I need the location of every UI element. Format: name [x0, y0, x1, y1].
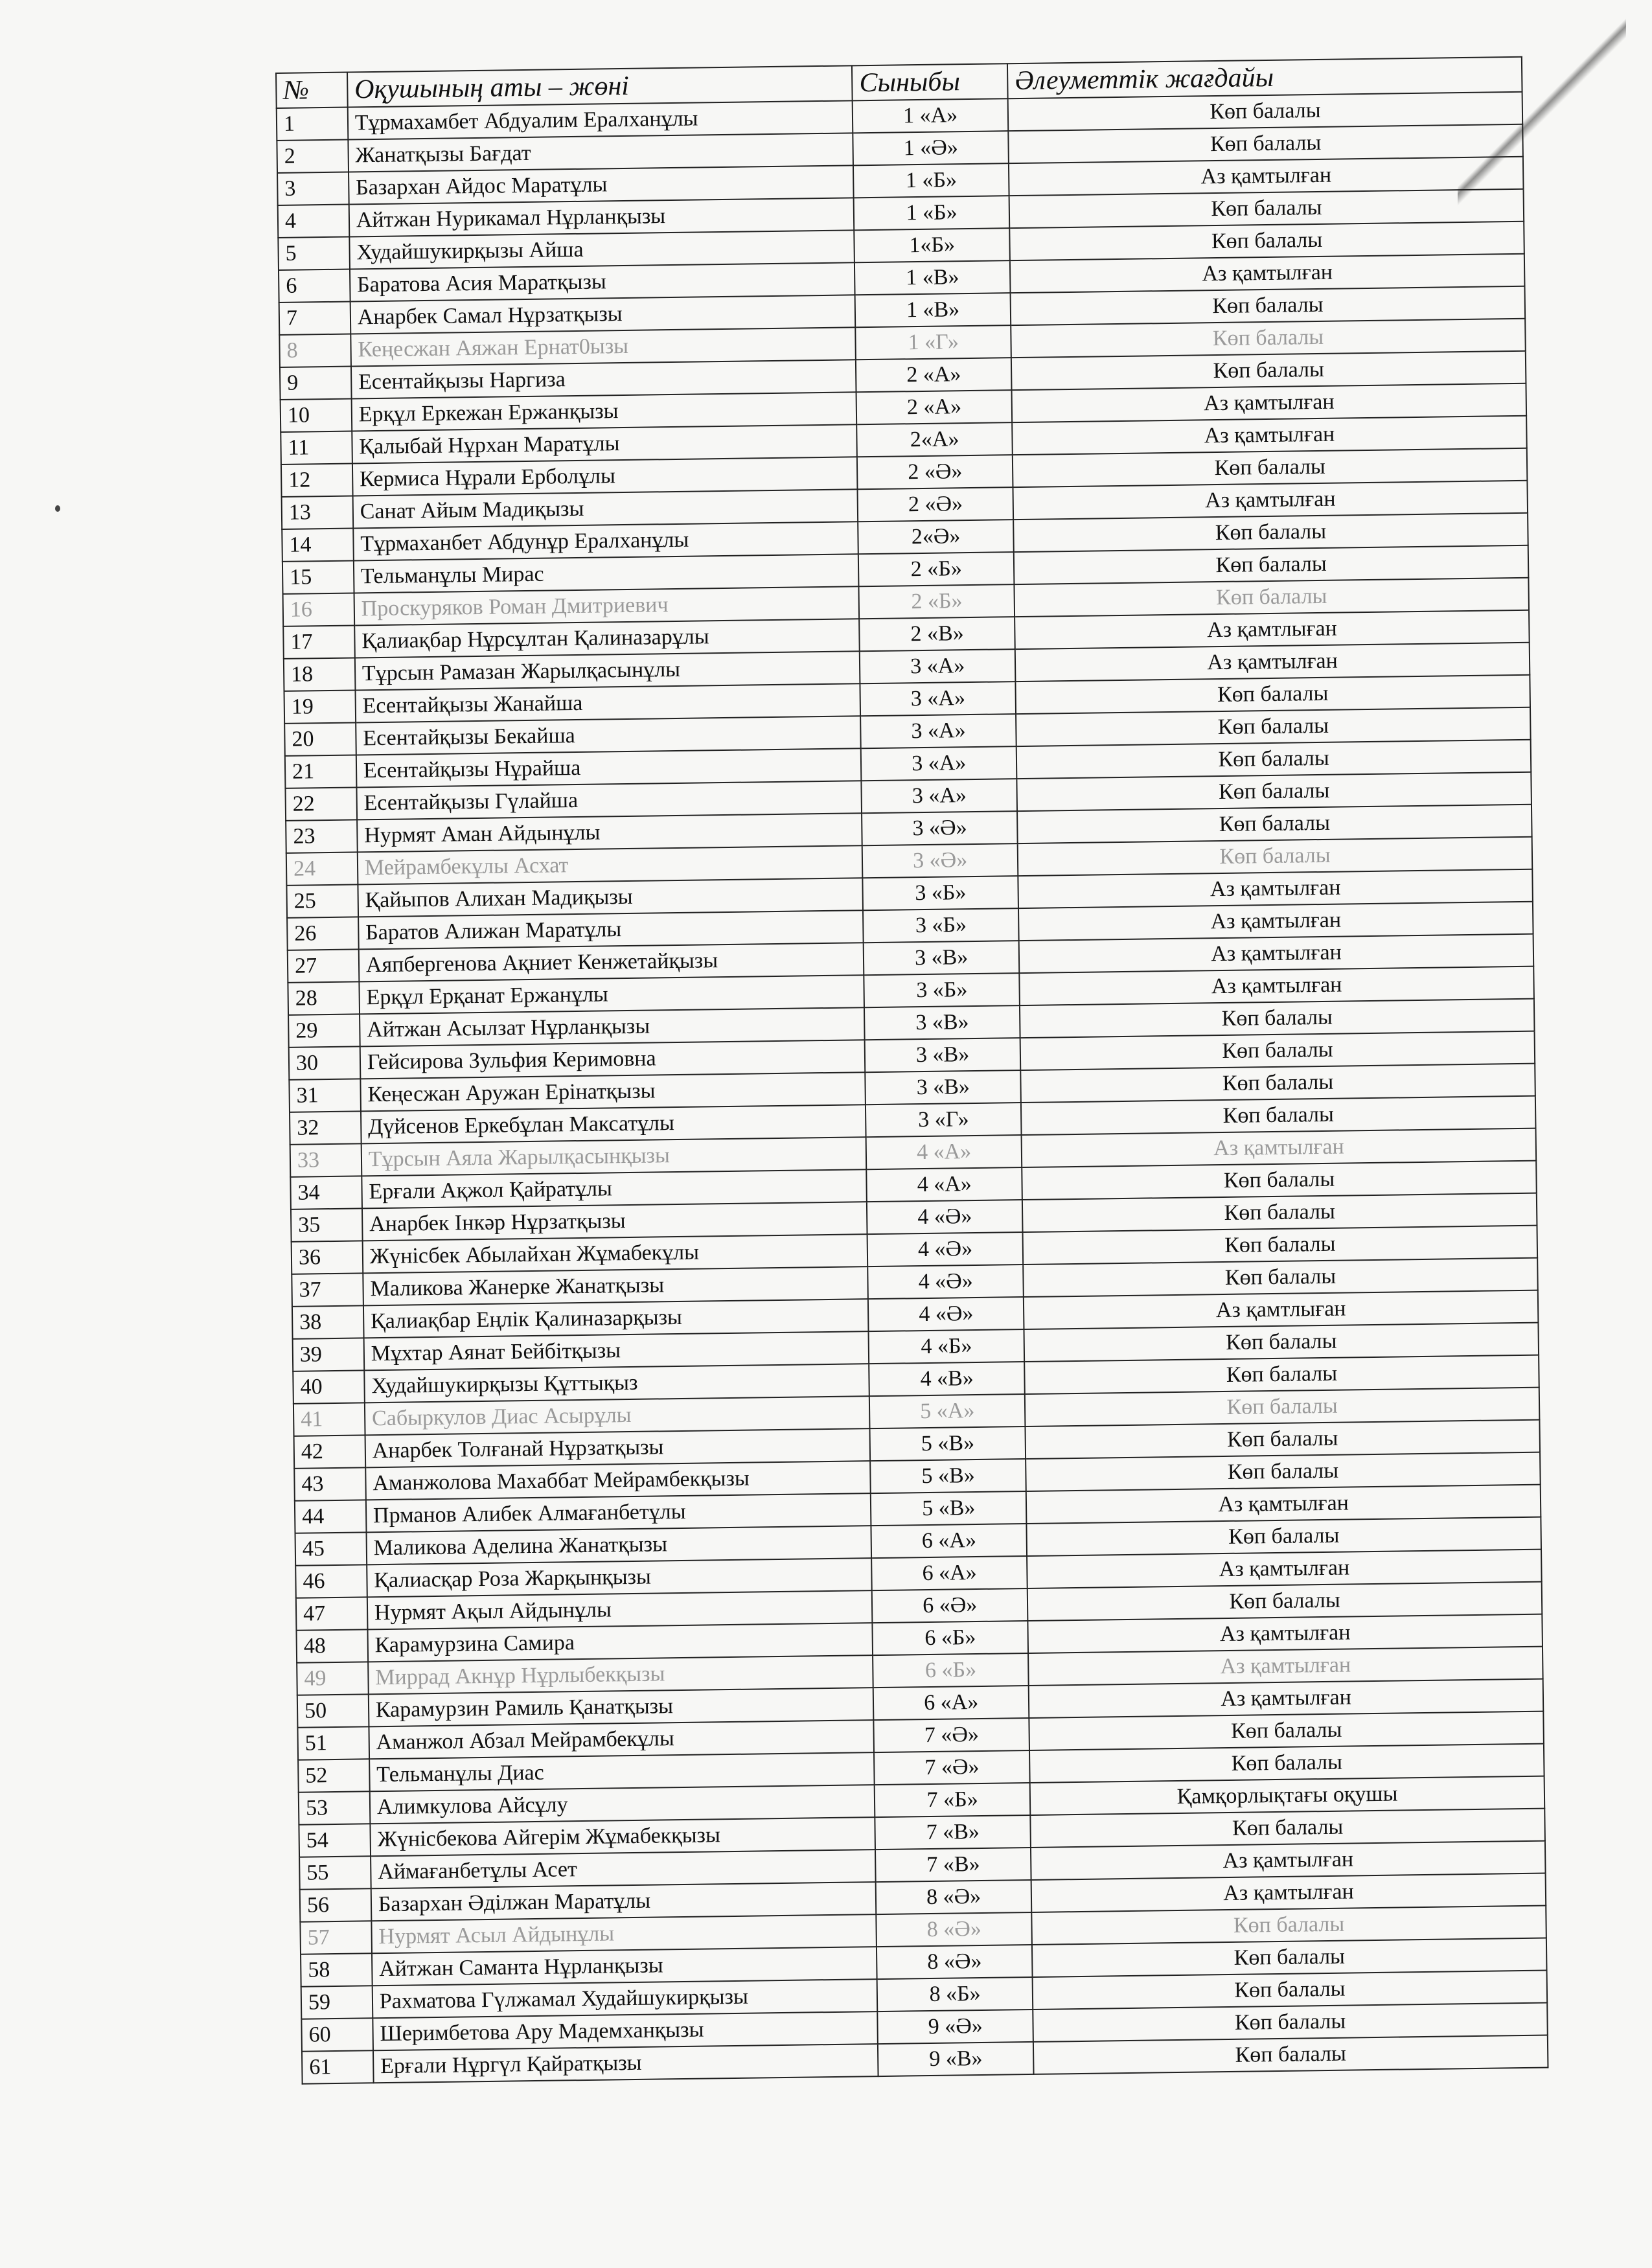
student-name: Шеримбетова Ару Мадемханқызы [373, 2011, 878, 2050]
student-name: Есентайқызы Наргиза [351, 360, 856, 398]
student-class: 8 «Ә» [877, 1912, 1032, 1947]
row-number: 21 [285, 755, 356, 788]
student-name: Қайыпов Алихан Мадиқызы [358, 878, 863, 917]
student-class: 1 «В» [855, 260, 1010, 295]
student-class: 3 «Б» [863, 908, 1018, 943]
social-status: Аз қамтылған [1022, 1128, 1536, 1167]
student-name: Рахматова Гүлжамал Худайшукирқызы [373, 1979, 878, 2018]
social-status: Көп балалы [1016, 772, 1531, 811]
row-number: 48 [296, 1629, 367, 1662]
student-name: Нурмят Аман Айдынұлы [357, 813, 862, 852]
row-number: 51 [297, 1726, 369, 1759]
student-class: 2 «В» [859, 617, 1015, 651]
row-number: 1 [277, 108, 348, 141]
social-status: Қамқорлықтағы оқушы [1030, 1776, 1544, 1815]
student-class: 6 «Б» [873, 1653, 1028, 1688]
student-name: Тұрсын Аяла Жарылқасынқызы [361, 1137, 866, 1176]
student-name: Гейсирова Зульфия Керимовна [360, 1040, 866, 1079]
table-body [277, 92, 1548, 2084]
row-number: 27 [288, 949, 359, 982]
social-status: Аз қамтылған [1029, 1679, 1543, 1718]
social-status: Көп балалы [1031, 1906, 1546, 1945]
student-class: 4 «Ә» [867, 1200, 1022, 1234]
row-number: 4 [278, 205, 349, 238]
social-status: Аз қамтлыған [1015, 610, 1529, 649]
social-status: Аз қамтылған [1013, 481, 1528, 520]
social-status: Көп балалы [1016, 707, 1530, 746]
student-name: Алимкулова Айсұлу [370, 1785, 875, 1824]
social-status: Аз қамтылған [1031, 1841, 1545, 1880]
student-class: 7 «В» [875, 1815, 1031, 1850]
row-number: 55 [299, 1856, 371, 1889]
student-name: Баратов Алижан Маратұлы [358, 910, 864, 949]
row-number: 45 [295, 1532, 367, 1565]
social-status: Көп балалы [1009, 222, 1524, 260]
student-name: Айтжан Саманта Нұрланқызы [372, 1947, 877, 1986]
social-status: Көп балалы [1016, 740, 1531, 779]
header-class: Сыныбы [852, 63, 1007, 100]
social-status: Көп балалы [1011, 351, 1526, 390]
social-status: Аз қамтлыған [1024, 1290, 1538, 1329]
social-status: Аз қамтылған [1027, 1614, 1542, 1653]
row-number: 30 [289, 1046, 360, 1079]
student-name: Худайшукирқызы Айша [349, 230, 855, 269]
student-class: 3 «А» [860, 714, 1016, 748]
social-status: Көп балалы [1024, 1323, 1539, 1362]
student-class: 9 «В» [878, 2042, 1033, 2076]
row-number: 17 [283, 625, 354, 658]
social-status: Көп балалы [1032, 1938, 1546, 1977]
row-number: 19 [284, 690, 356, 723]
student-class: 3 «А» [861, 746, 1016, 781]
social-status: Көп балалы [1026, 1420, 1540, 1459]
social-status: Аз қамтылған [1019, 967, 1533, 1005]
student-name: Есентайқызы Бекайша [356, 716, 861, 755]
student-class: 9 «Ә» [878, 2010, 1033, 2044]
social-status: Көп балалы [1023, 1226, 1537, 1265]
student-name: Маликова Жанерке Жанатқызы [363, 1266, 868, 1305]
row-number: 50 [297, 1694, 369, 1727]
student-class: 4 «Ә» [868, 1297, 1024, 1331]
student-class: 3 «В» [866, 1070, 1021, 1105]
social-status: Аз қамтылған [1019, 934, 1533, 973]
student-name: Жүнісбек Абылайхан Жұмабекұлы [362, 1234, 867, 1273]
social-status: Көп балалы [1029, 1712, 1543, 1750]
row-number: 42 [294, 1435, 365, 1468]
student-name: Айтжан Нурикамал Нұрланқызы [349, 198, 855, 236]
student-name: Нурмят Ақыл Айдынұлы [367, 1590, 873, 1629]
student-name: Сабыркулов Диас Асырұлы [365, 1396, 870, 1435]
row-number: 47 [296, 1597, 367, 1630]
social-status: Көп балалы [1014, 545, 1528, 584]
row-number: 49 [297, 1662, 368, 1695]
social-status: Көп балалы [1013, 448, 1527, 487]
student-name: Ерғали Ақжол Қайратұлы [361, 1169, 867, 1208]
student-class: 3 «А» [860, 649, 1015, 683]
student-class: 8 «Б» [877, 1977, 1033, 2011]
student-class: 2 «Ә» [858, 487, 1013, 521]
row-number: 57 [300, 1921, 371, 1954]
student-name: Қалиақбар Нұрсұлтан Қалиназарұлы [354, 619, 860, 658]
row-number: 22 [285, 787, 356, 820]
row-number: 37 [292, 1273, 363, 1306]
student-name: Кеңесжан Аружан Ерінатқызы [360, 1072, 866, 1111]
student-name: Қалыбай Нұрхан Маратұлы [352, 424, 857, 463]
student-class: 7 «Ә» [874, 1750, 1029, 1785]
student-name: Мейрамбекұлы Асхат [358, 845, 863, 884]
row-number: 14 [282, 528, 353, 561]
student-class: 8 «Ә» [877, 1945, 1032, 1979]
row-number: 35 [291, 1208, 362, 1241]
student-class: 4 «А» [866, 1135, 1022, 1169]
row-number: 25 [286, 884, 358, 917]
student-name: Базархан Әділжан Маратұлы [371, 1882, 877, 1921]
row-number: 44 [295, 1500, 366, 1533]
social-status: Көп балалы [1027, 1582, 1542, 1621]
student-name: Қалиақбар Еңлік Қалиназарқызы [363, 1299, 869, 1338]
social-status: Көп балалы [1023, 1258, 1537, 1297]
social-status: Аз қамтылған [1028, 1647, 1543, 1686]
student-name: Анарбек Самал Нұрзатқызы [350, 295, 855, 334]
header-number: № [276, 73, 348, 108]
student-name: Мұхтар Аянат Бейбітқызы [363, 1331, 869, 1370]
student-class: 3 «В» [865, 1038, 1020, 1072]
student-class: 4 «А» [867, 1167, 1022, 1202]
student-class: 1 «В» [855, 293, 1011, 327]
row-number: 41 [293, 1403, 365, 1436]
row-number: 61 [302, 2050, 373, 2083]
social-status: Көп балалы [1015, 578, 1529, 617]
student-class: 3 «Б» [863, 876, 1018, 910]
student-name: Аманжолова Махаббат Мейрамбекқызы [365, 1461, 871, 1500]
student-name: Дүйсенов Еркебұлан Максатұлы [361, 1105, 866, 1143]
student-name: Баратова Асия Маратқызы [350, 262, 855, 301]
row-number: 12 [281, 463, 352, 496]
student-class: 1 «Г» [856, 325, 1011, 360]
student-class: 4 «Б» [869, 1329, 1024, 1364]
student-name: Тұрсын Рамазан Жарылқасынұлы [355, 651, 860, 690]
row-number: 16 [283, 593, 354, 626]
row-number: 32 [290, 1111, 361, 1144]
student-class: 2«Ә» [858, 520, 1013, 554]
student-name: Тельманұлы Мирас [354, 554, 859, 593]
social-status: Көп балалы [1024, 1355, 1539, 1394]
student-class: 2 «А» [856, 390, 1012, 424]
student-name: Тельманұлы Диас [369, 1752, 875, 1791]
student-class: 1«Б» [855, 228, 1010, 262]
student-name: Жүнісбекова Айгерім Жұмабекқызы [370, 1817, 875, 1856]
row-number: 24 [286, 852, 358, 885]
social-status: Аз қамтылған [1018, 869, 1532, 908]
student-name: Аяпбергенова Ақниет Кенжетайқызы [359, 943, 864, 981]
social-status: Көп балалы [1011, 319, 1525, 358]
student-class: 3 «В» [864, 1005, 1020, 1040]
student-name: Карамурзин Рамиль Қанатқызы [369, 1688, 874, 1726]
student-class: 2 «Ә» [857, 455, 1013, 489]
row-number: 6 [279, 269, 350, 303]
social-status: Көп балалы [1022, 1161, 1536, 1200]
student-class: 5 «А» [869, 1394, 1025, 1428]
student-class: 1 «Ә» [853, 131, 1009, 165]
social-status: Аз қамтылған [1012, 416, 1526, 455]
social-status: Көп балалы [1027, 1517, 1541, 1556]
student-class: 4 «В» [869, 1362, 1024, 1396]
row-number: 13 [282, 496, 353, 529]
social-status: Көп балалы [1015, 675, 1530, 714]
student-name: Кеңесжан Аяжан Ернат0ызы [350, 327, 856, 366]
row-number: 52 [298, 1759, 369, 1792]
row-number: 56 [300, 1888, 371, 1921]
row-number: 9 [280, 367, 351, 400]
student-name: Прманов Алибек Алмағанбетұлы [366, 1493, 871, 1532]
student-name: Тұрмаханбет Абдунұр Ералханұлы [353, 521, 858, 560]
social-status: Көп балалы [1020, 1064, 1535, 1103]
student-class: 1 «Б» [854, 196, 1009, 230]
row-number: 23 [286, 819, 357, 853]
row-number: 59 [301, 1986, 373, 2019]
student-class: 3 «Б» [864, 973, 1020, 1007]
row-number: 53 [299, 1791, 370, 1824]
student-name: Маликова Аделина Жанатқызы [366, 1526, 871, 1564]
student-name: Қалиасқар Роза Жарқынқызы [367, 1558, 872, 1597]
student-name: Карамурзина Самира [367, 1623, 873, 1662]
row-number: 29 [288, 1014, 360, 1047]
social-status: Көп балалы [1029, 1744, 1544, 1783]
row-number: 31 [289, 1079, 360, 1112]
row-number: 20 [284, 722, 356, 755]
row-number: 18 [284, 658, 355, 691]
student-class: 2 «Б» [859, 584, 1015, 619]
student-name: Аманжол Абзал Мейрамбекұлы [369, 1720, 874, 1759]
row-number: 34 [290, 1176, 361, 1209]
student-class: 6 «А» [871, 1556, 1027, 1590]
social-status: Көп балалы [1011, 286, 1525, 325]
row-number: 8 [279, 334, 350, 367]
student-class: 6 «Б» [873, 1621, 1028, 1655]
student-class: 7 «Ә» [874, 1718, 1029, 1752]
student-name: Ерқұл Еркежан Ержанқызы [351, 392, 856, 431]
social-status: Аз қамтылған [1015, 643, 1530, 682]
student-class: 3 «Г» [866, 1103, 1021, 1137]
student-name: Есентайқызы Гүлайша [356, 781, 862, 819]
row-number: 46 [295, 1564, 367, 1598]
row-number: 26 [287, 917, 358, 950]
social-status: Аз қамтылған [1009, 157, 1523, 196]
row-number: 3 [277, 172, 349, 205]
student-name: Анарбек Толғанай Нұрзатқызы [365, 1428, 870, 1467]
social-status: Көп балалы [1033, 2003, 1547, 2042]
social-status: Аз қамтылған [1010, 254, 1524, 293]
social-status: Аз қамтылған [1027, 1550, 1541, 1588]
student-class: 6 «А» [871, 1524, 1027, 1558]
social-status: Аз қамтылған [1031, 1873, 1546, 1912]
student-name: Проскуряков Роман Дмитриевич [354, 586, 859, 625]
student-name: Миррад Акнұр Нұрлыбекқызы [368, 1655, 873, 1694]
student-name: Есентайқызы Жанайша [355, 683, 860, 722]
student-name: Аймағанбетұлы Асет [371, 1850, 876, 1888]
student-name: Тұрмахамбет Абдуалим Ералханұлы [348, 100, 853, 139]
student-name: Базархан Айдос Маратұлы [349, 165, 854, 204]
row-number: 7 [279, 302, 350, 335]
social-status: Көп балалы [1008, 124, 1522, 163]
student-class: 7 «В» [875, 1848, 1031, 1882]
social-status: Көп балалы [1021, 1096, 1535, 1135]
student-class: 6 «Ә» [872, 1588, 1027, 1623]
student-class: 5 «В» [870, 1459, 1026, 1493]
student-class: 6 «А» [873, 1686, 1029, 1720]
row-number: 36 [292, 1241, 363, 1274]
student-class: 5 «В» [870, 1426, 1026, 1461]
social-status: Көп балалы [1008, 92, 1522, 131]
student-class: 8 «Ә» [876, 1880, 1031, 1914]
student-class: 7 «Б» [875, 1783, 1030, 1817]
row-number: 39 [293, 1338, 364, 1371]
students-table [275, 56, 1548, 2085]
row-number: 40 [293, 1370, 364, 1403]
row-number: 43 [294, 1467, 365, 1500]
social-status: Көп балалы [1033, 2035, 1548, 2074]
header-status: Әлеуметтік жағдайы [1007, 57, 1522, 98]
social-status: Көп балалы [1026, 1452, 1540, 1491]
scan-speck [55, 505, 60, 512]
student-class: 5 «В» [871, 1491, 1026, 1526]
social-status: Көп балалы [1020, 999, 1534, 1038]
student-class: 2 «Б» [858, 552, 1014, 586]
student-name: Ерқұл Ерқанат Ержанұлы [359, 975, 864, 1014]
student-name: Есентайқызы Нұрайша [356, 748, 862, 787]
row-number: 38 [292, 1305, 363, 1338]
student-class: 1 «Б» [853, 163, 1009, 198]
student-class: 1 «А» [853, 98, 1008, 133]
social-status: Көп балалы [1017, 805, 1532, 843]
row-number: 11 [281, 431, 352, 464]
social-status: Көп балалы [1013, 513, 1528, 552]
student-name: Жанатқызы Бағдат [348, 133, 853, 172]
social-status: Көп балалы [1022, 1193, 1537, 1232]
social-status: Көп балалы [1020, 1031, 1535, 1070]
row-number: 2 [277, 140, 348, 173]
student-class: 3 «А» [862, 779, 1017, 813]
row-number: 33 [290, 1143, 361, 1176]
header-name: Оқушының аты – жөні [347, 65, 853, 107]
student-class: 2 «А» [856, 358, 1011, 392]
student-name: Санат Айым Мадиқызы [352, 489, 858, 528]
row-number: 54 [299, 1824, 370, 1857]
student-name: Айтжан Асылзат Нұрланқызы [360, 1007, 865, 1046]
student-class: 3 «А» [860, 682, 1016, 716]
social-status: Көп балалы [1033, 1971, 1547, 2010]
row-number: 28 [288, 981, 359, 1014]
student-name: Худайшукирқызы Құттықыз [364, 1364, 869, 1403]
student-class: 3 «Ә» [862, 843, 1018, 878]
social-status: Көп балалы [1025, 1388, 1539, 1426]
student-class: 3 «Ә» [862, 811, 1017, 845]
student-name: Анарбек Інкәр Нұрзатқызы [362, 1202, 867, 1241]
social-status: Аз қамтылған [1026, 1485, 1541, 1524]
student-name: Кермиса Нұрали Ерболұлы [352, 457, 858, 496]
social-status: Аз қамтылған [1018, 902, 1533, 941]
student-class: 3 «В» [864, 941, 1019, 975]
row-number: 60 [301, 2018, 373, 2051]
row-number: 5 [278, 237, 349, 270]
student-class: 4 «Ә» [867, 1232, 1023, 1266]
social-status: Көп балалы [1009, 189, 1524, 228]
student-class: 4 «Ә» [868, 1265, 1024, 1299]
social-status: Көп балалы [1030, 1809, 1544, 1848]
row-number: 58 [301, 1953, 372, 1986]
social-status: Көп балалы [1018, 837, 1532, 876]
student-name: Нурмят Асыл Айдынұлы [371, 1914, 877, 1953]
student-class: 2«А» [856, 422, 1012, 457]
row-number: 15 [282, 560, 354, 593]
row-number: 10 [281, 399, 352, 432]
student-name: Ерғали Нұргүл Қайратқызы [373, 2044, 878, 2083]
social-status: Аз қамтылған [1012, 384, 1526, 422]
